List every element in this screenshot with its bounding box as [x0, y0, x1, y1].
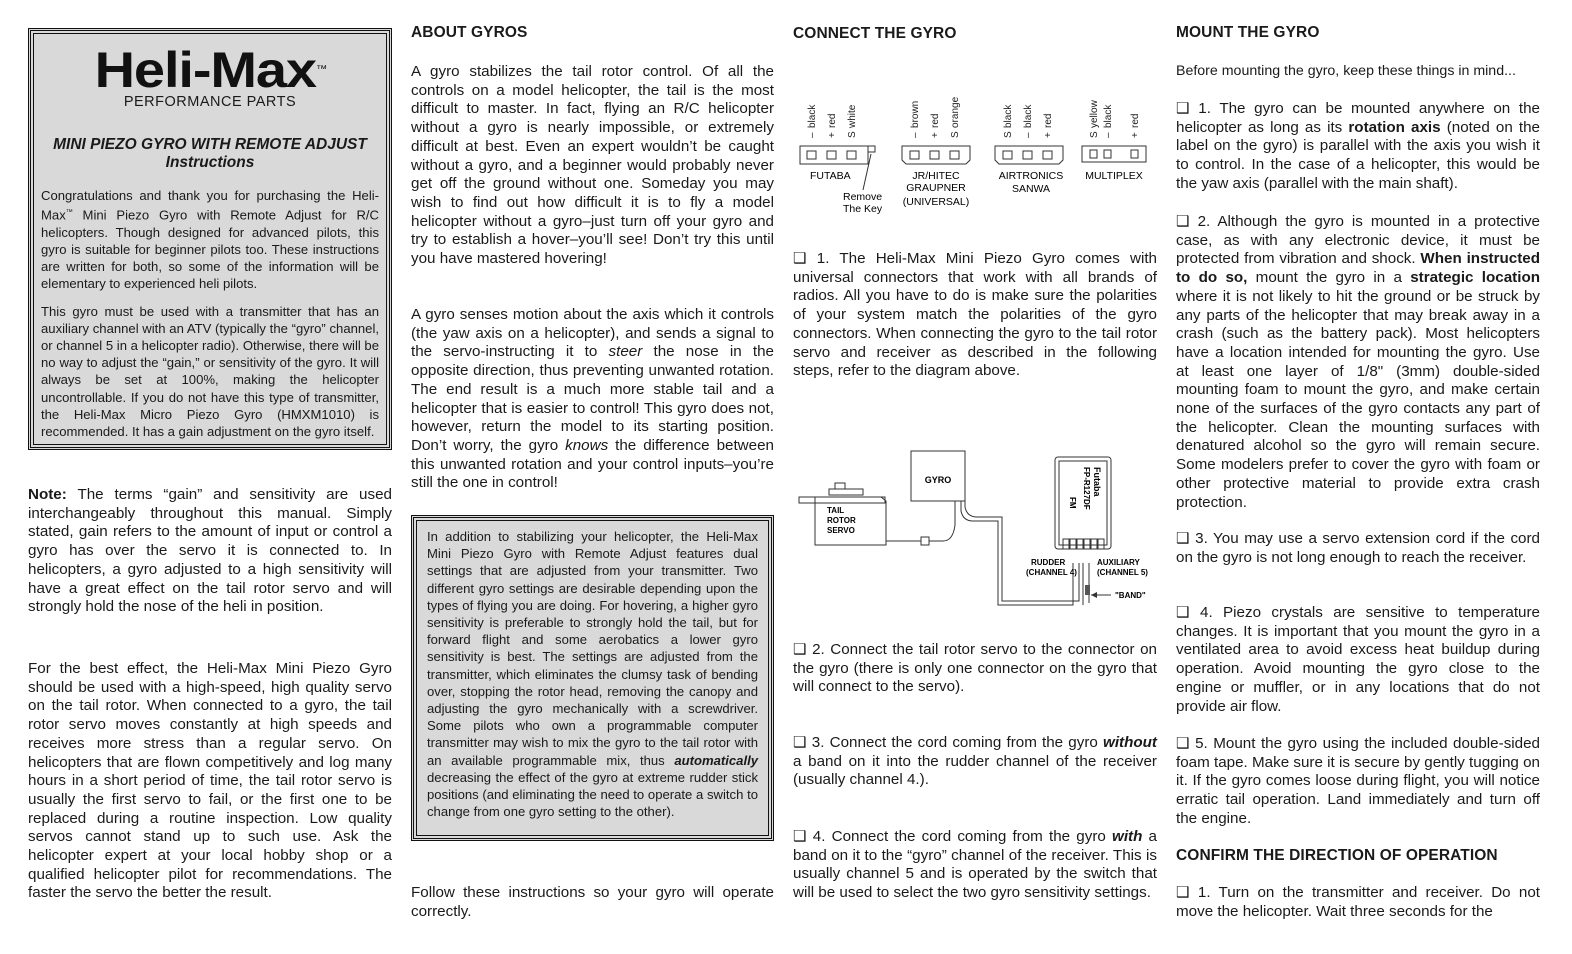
svg-text:+: + [930, 132, 941, 138]
connect-step-4: ❑ 4. Connect the cord coming from the gyro with a band on it to the “gyro” channel of the receiver. This is usually channel 5 and is operated by the switch that will be used to select the two gyro sensitivity settings. [793, 828, 1157, 902]
svg-text:–: – [1103, 132, 1114, 138]
mount-step-4: ❑ 4. Piezo crystals are sensitive to temperature changes. It is important that you mount the gyro in a ventilated area to avoid excess heat buildup during operation. Avoid mounting the gyro close to the engine or muffler, or in any locations that do not provide air flow. [1176, 604, 1540, 715]
svg-text:AIRTRONICS: AIRTRONICS [998, 170, 1064, 182]
futaba-connector [800, 104, 883, 215]
svg-text:red: red [1043, 113, 1054, 128]
best-effect-paragraph: For the best effect, the Heli-Max Mini Piezo Gyro should be used with a high-speed, high quality servo on the tail rotor. When connected to a gyro, the tail rotor servo moves constantly at high speeds and receives more stress than a regular servo. On helicopters that are flown competitively and log many hours in a short period of time, the tail rotor servo is usually the first servo to fail, or the first one to be replaced during a routine inspection. Low quality servos cannot stand up to such use. Ask the helicopter expert at your local hobby shop or a qualified helicopter pilot for recommendations. The faster the servo the better the result. [28, 660, 392, 902]
svg-text:SERVO: SERVO [827, 526, 855, 535]
svg-text:AUXILIARY: AUXILIARY [1097, 558, 1140, 567]
intro-paragraph-2: This gyro must be used with a transmitter that has an auxiliary channel with an ATV (typically the “gyro” channel, or channel 5 in a helicopter radio). Otherwise, there will be no way to adjust the “gain,” or sensitivity of the gyro. It will always be set at 100%, making the helicopter uncontrollable. If you do not have this type of transmitter, the Heli-Max Micro Piezo Gyro (HMXM1010) is recommended. It has a gain adjustment on the gyro itself. [41, 303, 379, 439]
svg-text:S: S [847, 131, 858, 138]
servo-drawing [799, 483, 886, 545]
mount-step-3: ❑ 3. You may use a servo extension cord if the cord on the gyro is not long enough to reach the receiver. [1176, 530, 1540, 566]
svg-text:ROTOR: ROTOR [827, 516, 856, 525]
connect-step-3: ❑ 3. Connect the cord coming from the gyro without a band on it into the rudder channel of the receiver (usually channel 4.). [793, 734, 1157, 789]
mount-step-5: ❑ 5. Mount the gyro using the included double-sided foam tape. Make sure it is secure by gently tugging on it. If the gyro comes loose during flight, you will notice erratic tail operation. Land immediately and turn off the engine. [1176, 735, 1540, 827]
multiplex-connector [1082, 99, 1146, 182]
svg-text:+: + [1043, 132, 1054, 138]
intro-paragraph-1: Congratulations and thank you for purchasing the Heli-Max™ Mini Piezo Gyro with Remote Adjust for R/C helicopters. Though designed for advanced pilots, this gyro is suitable for beginner pilots too. These instructions are written for both, so some of the information will be elementary to experienced heli pilots. [41, 188, 379, 292]
svg-text:black: black [1103, 104, 1114, 128]
confirm-step-1: ❑ 1. Turn on the transmitter and receiver. Do not move the helicopter. Wait three seconds for the [1176, 884, 1540, 920]
svg-text:TAIL: TAIL [827, 506, 845, 515]
svg-text:(CHANNEL 4): (CHANNEL 4) [1026, 568, 1077, 577]
connect-gyro-heading: CONNECT THE GYRO [793, 25, 957, 42]
svg-text:JR/HITEC: JR/HITEC [912, 170, 960, 182]
note-paragraph: Note: The terms “gain” and sensitivity are used interchangeably throughout this manual. Simply stated, gain refers to the amount of input or control a gyro has over the servo it is connected to. In helicopters, a gyro adjusted to a high sensitivity will have a great effect on the tail rotor servo and will strongly hold the nose of the heli in position. [28, 486, 392, 616]
title-box [28, 28, 392, 450]
svg-text:FUTABA: FUTABA [810, 170, 851, 182]
connect-step-2: ❑ 2. Connect the tail rotor servo to the connector on the gyro (there is only one connector on the gyro that will connect to the servo). [793, 641, 1157, 696]
svg-text:+: + [827, 132, 838, 138]
svg-text:red: red [827, 113, 838, 128]
svg-text:(CHANNEL 5): (CHANNEL 5) [1097, 568, 1148, 577]
mount-step-1: ❑ 1. The gyro can be mounted anywhere on the helicopter as long as its rotation axis (noted on the label on the gyro) is parallel with the axis you wish it to control. In the case of a helicopter, this would be the yaw axis (parallel with the main shaft). [1176, 100, 1540, 192]
receiver-drawing [1055, 457, 1111, 549]
logo-tagline: PERFORMANCE PARTS [123, 94, 297, 110]
dual-settings-box [411, 515, 774, 841]
dual-settings-text: In addition to stabilizing your helicopter, the Heli-Max Mini Piezo Gyro with Remote Adjust features dual settings that are adjusted from your transmitter. Two different gyro settings are desirable depending upon the types of flying you are doing. For hovering, a higher gyro sensitivity is preferable to strongly hold the tail, but for forward flight and some aerobatics a lower gyro sensitivity is best. The settings are adjusted from the transmitter, which eliminates the clumsy task of bending over, stopping the rotor head, removing the canopy and adjusting the gyro mechanically with a screwdriver. Some pilots who own a programmable computer transmitter may wish to mix the gyro to the tail rotor with an available programmable mix, thus automatically decreasing the effect of the gyro at extreme rudder stick positions (and eliminating the need to operate a switch to change from one gyro setting to the other). [427, 529, 758, 820]
svg-text:–: – [1023, 132, 1034, 138]
svg-text:red: red [930, 113, 941, 128]
follow-instructions: Follow these instructions so your gyro will operate correctly. [411, 884, 774, 920]
mount-intro: Before mounting the gyro, keep these things in mind... [1176, 63, 1516, 79]
airtronics-connector [995, 104, 1063, 195]
svg-text:GYRO: GYRO [924, 475, 952, 485]
svg-text:S: S [1003, 131, 1014, 138]
about-gyros-heading: ABOUT GYROS [411, 24, 528, 41]
connector-diagram [793, 90, 1157, 230]
svg-text:S: S [950, 131, 961, 138]
svg-text:FM: FM [1068, 497, 1077, 509]
svg-text:SANWA: SANWA [1011, 183, 1051, 195]
svg-text:–: – [910, 132, 921, 138]
svg-text:yellow: yellow [1089, 100, 1100, 128]
svg-text:"BAND": "BAND" [1115, 591, 1146, 600]
svg-text:MULTIPLEX: MULTIPLEX [1085, 170, 1143, 182]
svg-text:+: + [1130, 132, 1141, 138]
logo-brand: Heli-Max [94, 42, 316, 98]
svg-text:black: black [807, 104, 818, 128]
wiring-diagram [793, 445, 1157, 620]
svg-text:black: black [1023, 104, 1034, 128]
product-title: MINI PIEZO GYRO WITH REMOTE ADJUST Instructions [53, 136, 367, 171]
svg-text:FP-R127DF: FP-R127DF [1082, 467, 1091, 510]
heli-max-logo: Heli-Max™ PERFORMANCE PARTS [41, 45, 379, 115]
mount-gyro-heading: MOUNT THE GYRO [1176, 24, 1320, 41]
svg-text:orange: orange [950, 96, 961, 128]
mount-step-2: ❑ 2. Although the gyro is mounted in a protective case, as with any electronic device, it must be protected from vibration and shock. When instructed to do so, mount the gyro in a strategic location where it is not likely to hit the ground or be struck by any parts of the helicopter that may break away in a crash (such as the battery pack). Most helicopters have a location intended for mounting the gyro. Use at least one layer of 1/8" (3mm) double-sided mounting foam to mount the gyro, and make certain none of the surfaces of the gyro contacts any part of the helicopter. Clean the mounting surfaces with denatured alcohol so the gyro will remain secure. Some modelers prefer to cover the gyro with foam or other protective material to provide extra crash protection. [1176, 213, 1540, 511]
about-paragraph-2: A gyro senses motion about the axis which it controls (the yaw axis on a helicopter), and sends a signal to the servo-instructing it to steer the nose in the opposite direction, thus preventing unwanted rotation. The end result is a much more stable tail and a helicopter that is easier to control! This gyro does not, however, return the model to its starting position. Don’t worry, the gyro knows the difference between this unwanted rotation and your control inputs–you’re still the one in control! [411, 306, 775, 492]
svg-text:red: red [1130, 113, 1141, 128]
confirm-direction-heading: CONFIRM THE DIRECTION OF OPERATION [1176, 847, 1498, 864]
svg-text:Remove: Remove [843, 191, 883, 203]
svg-text:black: black [1003, 104, 1014, 128]
svg-text:white: white [847, 104, 858, 128]
svg-text:(UNIVERSAL): (UNIVERSAL) [902, 196, 970, 208]
about-paragraph-1: A gyro stabilizes the tail rotor control. Of all the controls on a model helicopter, the tail is the most difficult to master. In fact, flying an R/C helicopter without a gyro is nearly impossible, or extremely difficult at best. Even an expert wouldn’t be caught without a gyro, and a beginner would probably never get off the ground without one. Someday you may wish to find out how difficult it is to fly a model helicopter without a gyro–just turn off your gyro and try to establish a hover–you’ll see! Don’t try this until you have mastered hovering! [411, 63, 774, 268]
svg-text:Futaba: Futaba [1092, 467, 1102, 497]
svg-text:S: S [1089, 131, 1100, 138]
connect-step-1: ❑ 1. The Heli-Max Mini Piezo Gyro comes with universal connectors that work with all brands of radios. All you have to do is make sure the polarities of your system match the polarities of the gyro connectors. When connecting the gyro to the tail rotor servo and receiver as described in the following steps, refer to the diagram above. [793, 250, 1157, 380]
svg-text:The Key: The Key [843, 203, 883, 215]
svg-text:brown: brown [910, 100, 921, 128]
svg-text:GRAUPNER: GRAUPNER [906, 182, 966, 194]
svg-text:–: – [807, 132, 818, 138]
jr-connector [902, 96, 970, 208]
svg-text:RUDDER: RUDDER [1031, 558, 1066, 567]
